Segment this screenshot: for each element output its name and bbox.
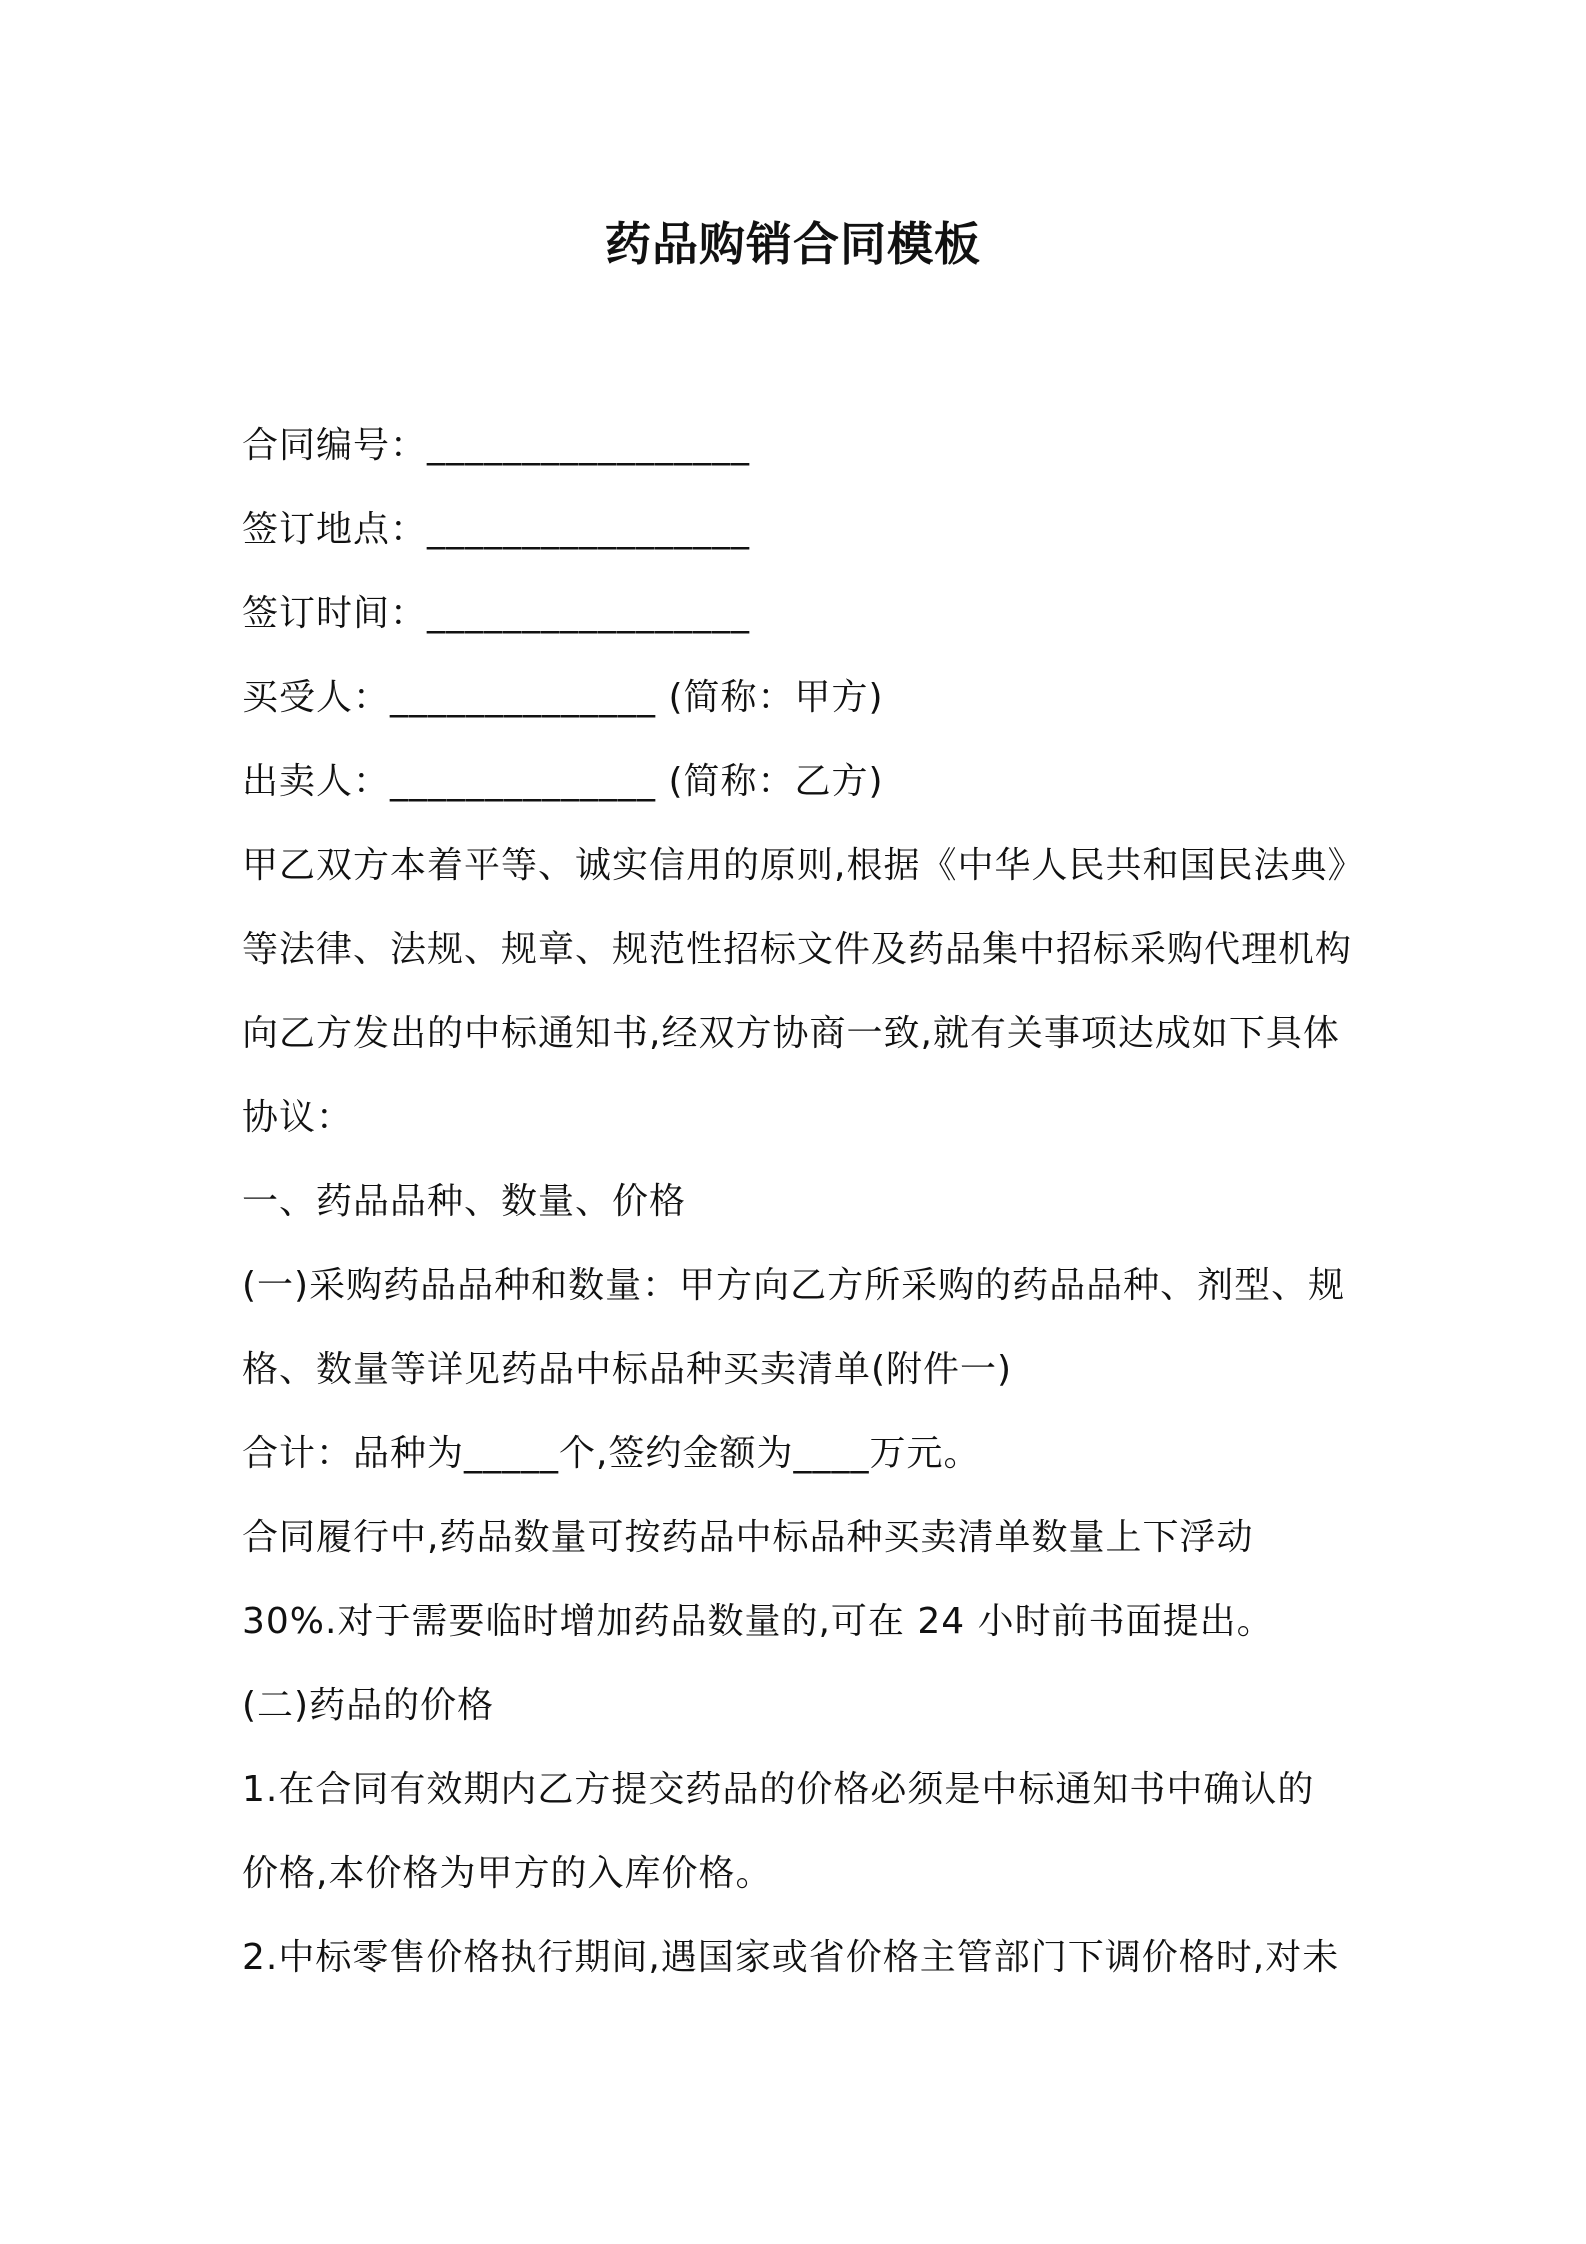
document-title: 药品购销合同模板 [605, 217, 981, 271]
clause-line: (一)采购药品品种和数量：甲方向乙方所采购的药品品种、剂型、规 [242, 1265, 1346, 1306]
clause-line: 价格,本价格为甲方的入库价格。 [242, 1853, 773, 1894]
section-heading: 一、药品品种、数量、价格 [242, 1181, 687, 1222]
clause-line: 1.在合同有效期内乙方提交药品的价格必须是中标通知书中确认的 [242, 1769, 1315, 1810]
contract-number-line: 合同编号：_________________ [242, 425, 751, 466]
clause-line: 30%.对于需要临时增加药品数量的,可在 24 小时前书面提出。 [242, 1601, 1274, 1642]
preamble-line: 协议： [242, 1097, 354, 1138]
buyer-line: 买受人：______________ (简称：甲方) [242, 677, 884, 718]
preamble-line: 向乙方发出的中标通知书,经双方协商一致,就有关事项达成如下具体 [242, 1013, 1340, 1054]
clause-line: 格、数量等详见药品中标品种买卖清单(附件一) [242, 1349, 1013, 1390]
subsection-heading: (二)药品的价格 [242, 1685, 495, 1726]
document-body [242, 404, 1365, 2000]
signing-place-line: 签订地点：_________________ [242, 509, 751, 550]
total-line: 合计：品种为_____个,签约金额为____万元。 [242, 1433, 981, 1474]
preamble-line: 甲乙双方本着平等、诚实信用的原则,根据《中华人民共和国民法典》 [242, 845, 1365, 886]
clause-line: 2.中标零售价格执行期间,遇国家或省价格主管部门下调价格时,对未 [242, 1937, 1340, 1978]
signing-time-line: 签订时间：_________________ [242, 593, 751, 634]
clause-line: 合同履行中,药品数量可按药品中标品种买卖清单数量上下浮动 [242, 1517, 1254, 1558]
seller-line: 出卖人：______________ (简称：乙方) [242, 761, 884, 802]
preamble-line: 等法律、法规、规章、规范性招标文件及药品集中招标采购代理机构 [242, 929, 1353, 970]
